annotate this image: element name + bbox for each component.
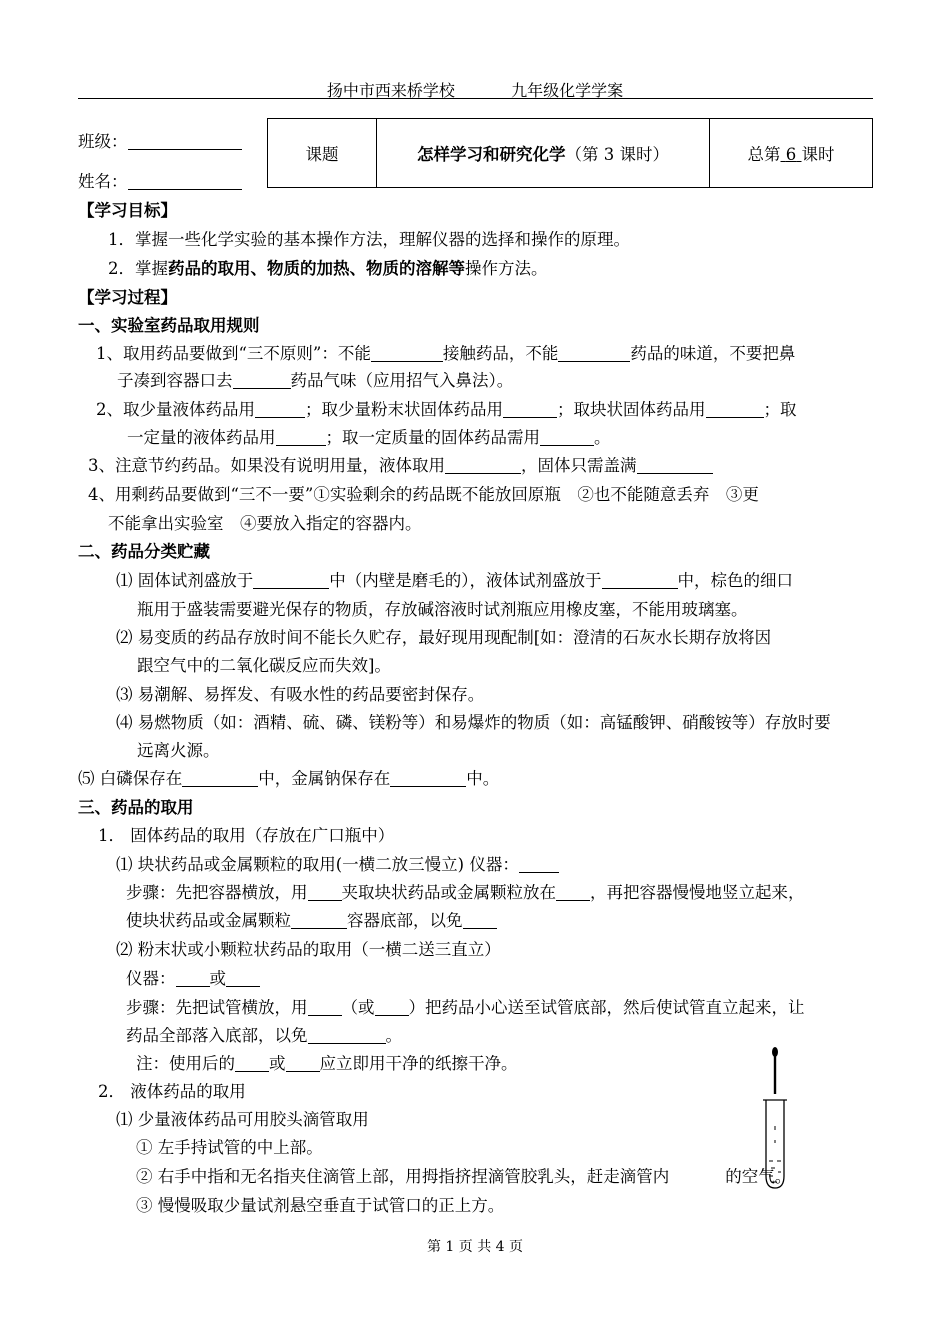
lesson-info-table <box>267 118 873 188</box>
dropper-test-tube-illustration <box>760 1046 790 1192</box>
powder-step-line-1: 步骤：先把试管横放，用 （或 ）把药品小心送至试管底部，然后使试管直立起来，让 <box>126 998 805 1017</box>
blank[interactable] <box>233 372 291 390</box>
blank[interactable] <box>291 912 347 930</box>
blank[interactable] <box>637 457 713 475</box>
blank[interactable] <box>558 345 630 363</box>
liquid-heading: 2． 液体药品的取用 <box>98 1082 246 1101</box>
dropper-heading: ⑴ 少量液体药品可用胶头滴管取用 <box>116 1110 369 1129</box>
blank[interactable] <box>556 884 590 902</box>
blank[interactable] <box>176 970 210 988</box>
lump-step-line-1: 步骤：先把容器横放，用 夹取块状药品或金属颗粒放在 ，再把容器慢慢地竖立起来， <box>126 883 805 902</box>
blank[interactable] <box>519 856 559 874</box>
header-rule <box>78 98 873 99</box>
dropper-step-1: ① 左手持试管的中上部。 <box>136 1138 323 1157</box>
blank[interactable] <box>286 1055 320 1073</box>
subject-name: 九年级化学学案 <box>511 81 624 100</box>
school-name: 扬中市西来桥学校 <box>326 81 455 100</box>
blank[interactable] <box>445 457 521 475</box>
topic-label-cell: 课题 <box>268 119 377 188</box>
blank[interactable] <box>308 999 342 1017</box>
powder-step-line-2: 药品全部落入底部，以免 。 <box>126 1026 402 1045</box>
storage-3: ⑶ 易潮解、易挥发、有吸水性的药品要密封保存。 <box>116 685 485 704</box>
powder-heading: ⑵ 粉末状或小颗粒状药品的取用（一横二送三直立） <box>116 940 501 959</box>
topic-title: 怎样学习和研究化学 <box>417 145 566 164</box>
storage-1-line-1: ⑴ 固体试剂盛放于 中（内壁是磨毛的），液体试剂盛放于 中，棕色的细口 <box>116 571 793 590</box>
blank[interactable] <box>235 1055 269 1073</box>
rule-4-line-1: 4、用剩药品要做到“三不一要”①实验剩余的药品既不能放回原瓶 ②也不能随意丢弃 ③更 <box>88 485 759 504</box>
blank[interactable] <box>182 770 258 788</box>
rule-2-line-1: 2、取少量液体药品用 ；取少量粉末状固体药品用 ；取块状固体药品用 ；取 <box>96 400 797 419</box>
powder-note: 注：使用后的 或 应立即用干净的纸擦干净。 <box>136 1054 518 1073</box>
storage-1-line-2: 瓶用于盛装需要避光保存的物质，存放碱溶液时试剂瓶应用橡皮塞，不能用玻璃塞。 <box>137 600 748 619</box>
blank[interactable] <box>276 429 326 447</box>
blank[interactable] <box>503 401 557 419</box>
section-2-heading: 二、药品分类贮藏 <box>78 542 210 561</box>
blank[interactable] <box>540 429 594 447</box>
section-1-heading: 一、实验室药品取用规则 <box>78 316 260 335</box>
storage-5: ⑸ 白磷保存在 中，金属钠保存在 中。 <box>78 769 500 788</box>
lump-step-line-2: 使块状药品或金属颗粒 容器底部，以免 <box>126 907 497 931</box>
process-heading: 【学习过程】 <box>78 288 177 307</box>
page-footer: 第 1 页 共 4 页 <box>426 1239 524 1255</box>
dropper-step-2: ② 右手中指和无名指夹住滴管上部，用拇指挤捏滴管胶乳头，赶走滴管内 的空气。 <box>136 1167 792 1186</box>
powder-instruments: 仪器： 或 <box>126 965 260 989</box>
class-field: 班级： <box>78 128 242 152</box>
blank[interactable] <box>255 401 305 419</box>
blank[interactable] <box>602 572 678 590</box>
rule-3: 3、注意节约药品。如果没有说明用量，液体取用 ，固体只需盖满 <box>88 452 713 476</box>
blank[interactable] <box>463 912 497 930</box>
rule-2-line-2: 一定量的液体药品用 ；取一定质量的固体药品需用 。 <box>127 428 611 447</box>
blank[interactable] <box>371 345 443 363</box>
blank[interactable] <box>308 1027 386 1045</box>
blank[interactable] <box>375 999 409 1017</box>
name-field: 姓名： <box>78 168 242 192</box>
goal-2: 2．掌握药品的取用、物质的加热、物质的溶解等操作方法。 <box>108 259 548 278</box>
blank[interactable] <box>253 572 329 590</box>
total-period-number: 6 <box>785 145 797 164</box>
section-3-heading: 三、药品的取用 <box>78 798 194 817</box>
storage-2-line-2: 跟空气中的二氧化碳反应而失效]。 <box>137 656 391 675</box>
blank[interactable] <box>226 970 260 988</box>
blank[interactable] <box>308 884 342 902</box>
class-blank[interactable] <box>128 133 242 151</box>
storage-4-line-2: 远离火源。 <box>137 741 220 760</box>
storage-4-line-1: ⑷ 易燃物质（如：酒精、硫、磷、镁粉等）和易爆炸的物质（如：高锰酸钾、硝酸铵等）存放时要 <box>116 713 831 732</box>
blank[interactable] <box>390 770 466 788</box>
blank[interactable] <box>706 401 764 419</box>
topic-period: （第 3 课时） <box>565 145 669 164</box>
solid-heading: 1． 固体药品的取用（存放在广口瓶中） <box>98 826 395 845</box>
rule-4-line-2: 不能拿出实验室 ④要放入指定的容器内。 <box>108 514 422 533</box>
rule-1-line-2: 子凑到容器口去 药品气味（应用招气入鼻法）。 <box>117 371 514 390</box>
name-blank[interactable] <box>128 173 242 191</box>
dropper-step-3: ③ 慢慢吸取少量试剂悬空垂直于试管口的正上方。 <box>136 1196 505 1215</box>
goals-heading: 【学习目标】 <box>78 201 177 220</box>
rule-1-line-1: 1、取用药品要做到“三不原则”：不能 接触药品，不能 药品的味道，不要把鼻 <box>96 344 796 363</box>
goal-1: 1．掌握一些化学实验的基本操作方法，理解仪器的选择和操作的原理。 <box>108 230 630 249</box>
total-period-cell: 总第 6 课时 <box>710 119 873 188</box>
topic-cell <box>377 119 710 188</box>
storage-2-line-1: ⑵ 易变质的药品存放时间不能长久贮存，最好现用现配制[如：澄清的石灰水长期存放将因 <box>116 628 772 647</box>
lump-heading: ⑴ 块状药品或金属颗粒的取用(一横二放三慢立) 仪器： <box>116 851 559 875</box>
